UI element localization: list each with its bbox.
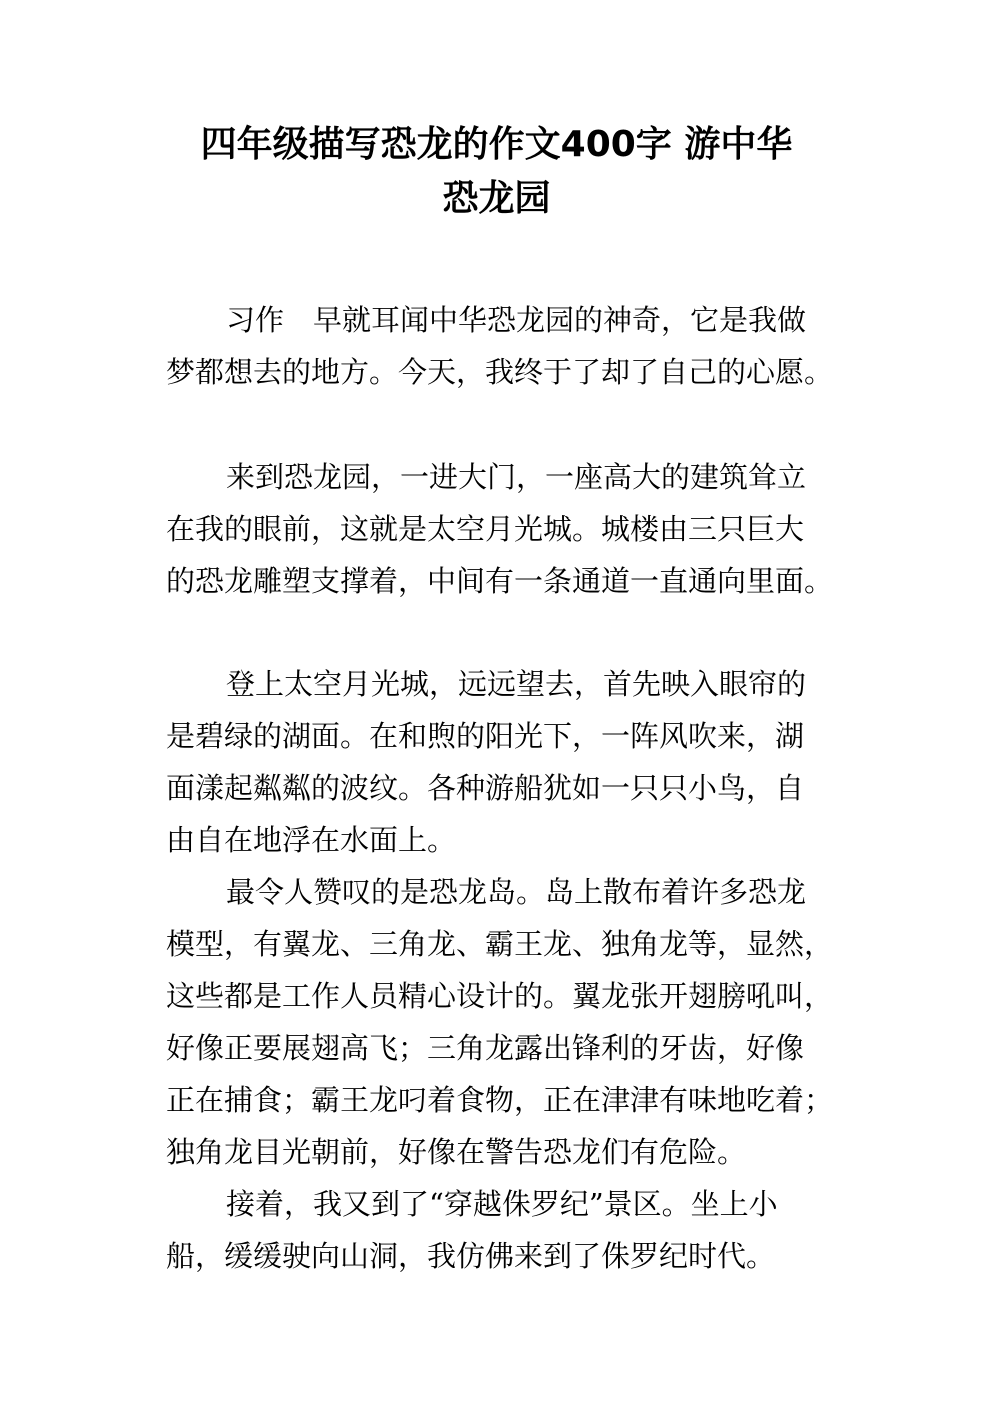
- paragraph-intro: [166, 294, 836, 398]
- text-line: 船，缓缓驶向山洞，我仿佛来到了侏罗纪时代。: [166, 1239, 776, 1273]
- paragraph-jurassic: [166, 1178, 836, 1282]
- paragraph-entrance: [166, 451, 836, 607]
- text-line: 来到恐龙园，一进大门，一座高大的建筑耸立: [226, 460, 807, 494]
- text-line: 独角龙目光朝前，好像在警告恐龙们有危险。: [166, 1135, 747, 1169]
- text-line: 模型，有翼龙、三角龙、霸王龙、独角龙等，显然，: [166, 927, 834, 961]
- text-line: 梦都想去的地方。今天，我终于了却了自己的心愿。: [166, 355, 834, 389]
- text-line: 由自在地浮在水面上。: [166, 823, 457, 857]
- paragraph-dinosaur-island: [166, 866, 836, 1178]
- text-line: 接着，我又到了“穿越侏罗纪”景区。坐上小: [226, 1187, 778, 1221]
- text-line: 的恐龙雕塑支撑着，中间有一条通道一直通向里面。: [166, 564, 834, 598]
- text-line: 正在捕食；霸王龙叼着食物，正在津津有味地吃着；: [166, 1083, 834, 1117]
- text-line: 好像正要展翅高飞；三角龙露出锋利的牙齿，好像: [166, 1031, 805, 1065]
- title-line: 四年级描写恐龙的作文400字 游中华: [200, 124, 793, 165]
- title-line: 恐龙园: [442, 178, 551, 219]
- text-line: 这些都是工作人员精心设计的。翼龙张开翅膀吼叫，: [166, 979, 834, 1013]
- paragraph-lake: [166, 658, 836, 866]
- text-line: 是碧绿的湖面。在和煦的阳光下，一阵风吹来，湖: [166, 719, 805, 753]
- document-title: [160, 118, 833, 226]
- text-line: 面漾起粼粼的波纹。各种游船犹如一只只小鸟，自: [166, 771, 805, 805]
- text-line: 登上太空月光城，远远望去，首先映入眼帘的: [226, 667, 807, 701]
- text-line: 最令人赞叹的是恐龙岛。岛上散布着许多恐龙: [226, 875, 807, 909]
- text-line: 在我的眼前，这就是太空月光城。城楼由三只巨大: [166, 512, 805, 546]
- text-line: 习作 早就耳闻中华恐龙园的神奇，它是我做: [226, 303, 807, 337]
